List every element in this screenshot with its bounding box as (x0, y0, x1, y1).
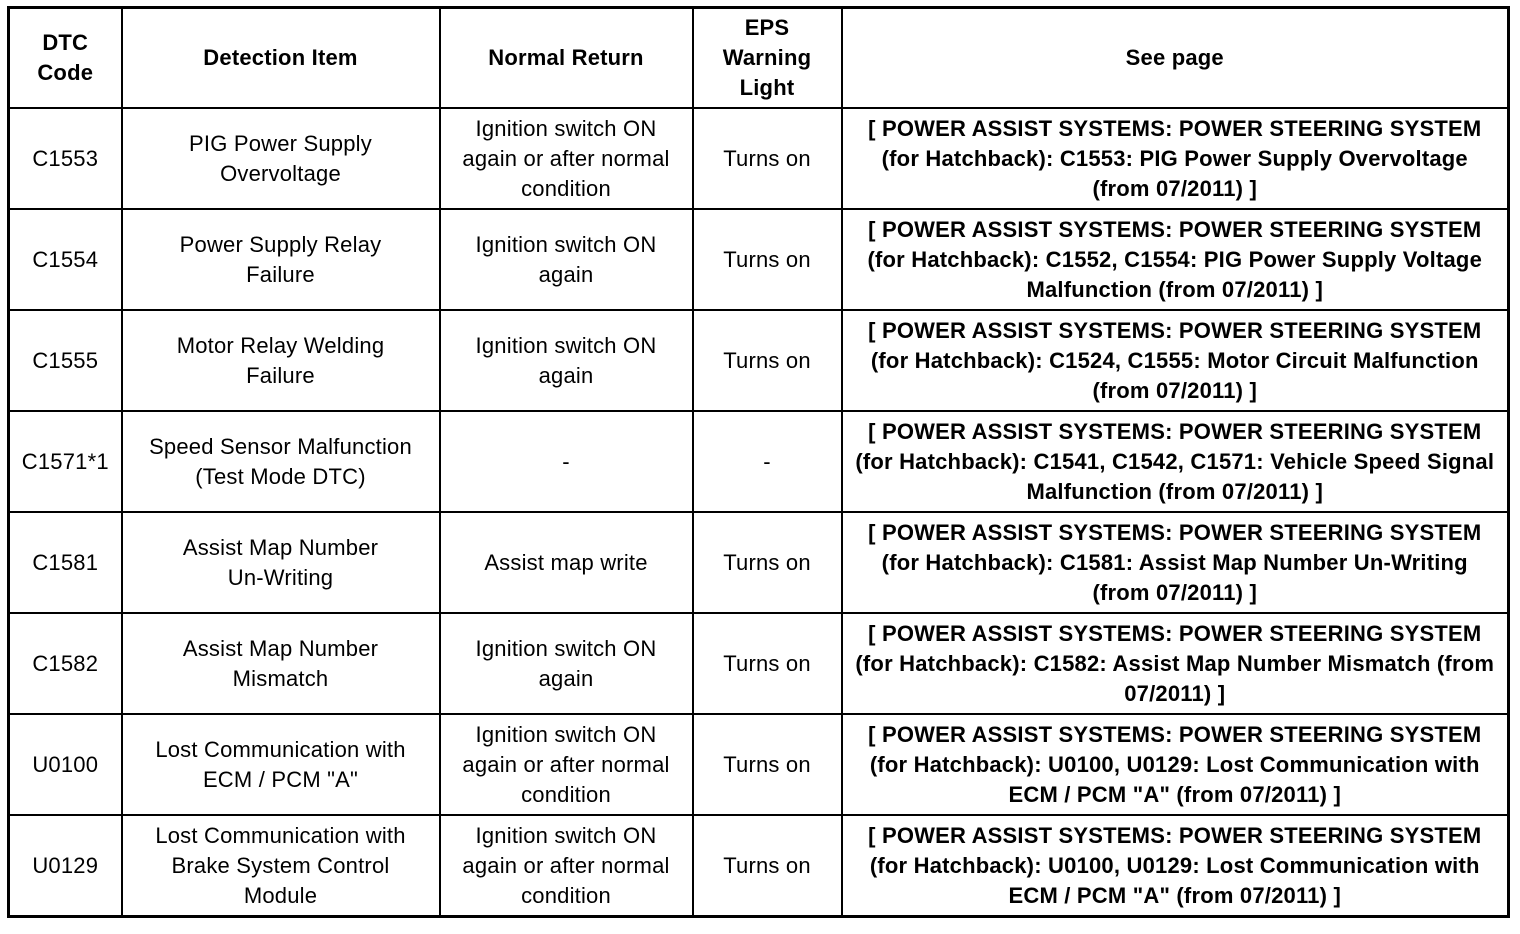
see-page-cell: [ POWER ASSIST SYSTEMS: POWER STEERING SYSTEM (for Hatchback): C1553: PIG Power Supply Overvoltage (from 07/2011) ] (842, 108, 1509, 209)
detection-item-cell: Speed Sensor Malfunction (Test Mode DTC) (122, 411, 440, 512)
warning-light-cell: Turns on (693, 512, 842, 613)
table-row (9, 815, 1509, 917)
header-see-page: See page (842, 8, 1509, 109)
dtc-code-cell: C1555 (9, 310, 122, 411)
dtc-code-cell: U0100 (9, 714, 122, 815)
detection-item-cell: Lost Communication with ECM / PCM "A" (122, 714, 440, 815)
header-dtc-code: DTC Code (9, 8, 122, 109)
warning-light-cell: Turns on (693, 108, 842, 209)
dtc-code-cell: C1554 (9, 209, 122, 310)
see-page-cell: [ POWER ASSIST SYSTEMS: POWER STEERING SYSTEM (for Hatchback): C1524, C1555: Motor Circuit Malfunction (from 07/2011) ] (842, 310, 1509, 411)
dtc-code-cell: C1582 (9, 613, 122, 714)
see-page-cell: [ POWER ASSIST SYSTEMS: POWER STEERING SYSTEM (for Hatchback): C1581: Assist Map Number Un-Writing (from 07/2011) ] (842, 512, 1509, 613)
header-row (9, 8, 1509, 109)
detection-item-cell: Power Supply Relay Failure (122, 209, 440, 310)
table-row (9, 209, 1509, 310)
detection-item-cell: Motor Relay Welding Failure (122, 310, 440, 411)
detection-item-cell: Lost Communication with Brake System Control Module (122, 815, 440, 917)
see-page-cell: [ POWER ASSIST SYSTEMS: POWER STEERING SYSTEM (for Hatchback): U0100, U0129: Lost Communication with ECM / PCM "A" (from 07/2011) ] (842, 714, 1509, 815)
header-eps-warning-light: EPS Warning Light (693, 8, 842, 109)
dtc-code-cell: C1553 (9, 108, 122, 209)
detection-item-cell: Assist Map Number Un-Writing (122, 512, 440, 613)
table-row (9, 714, 1509, 815)
normal-return-cell: Assist map write (440, 512, 693, 613)
dtc-table (7, 6, 1510, 918)
normal-return-cell: Ignition switch ON again (440, 209, 693, 310)
warning-light-cell: Turns on (693, 613, 842, 714)
warning-light-cell: Turns on (693, 310, 842, 411)
warning-light-cell: Turns on (693, 815, 842, 917)
dtc-code-cell: C1571*1 (9, 411, 122, 512)
table-row (9, 108, 1509, 209)
see-page-cell: [ POWER ASSIST SYSTEMS: POWER STEERING SYSTEM (for Hatchback): C1541, C1542, C1571: Vehicle Speed Signal Malfunction (from 07/2011) ] (842, 411, 1509, 512)
normal-return-cell: - (440, 411, 693, 512)
dtc-code-cell: C1581 (9, 512, 122, 613)
see-page-cell: [ POWER ASSIST SYSTEMS: POWER STEERING SYSTEM (for Hatchback): U0100, U0129: Lost Communication with ECM / PCM "A" (from 07/2011) ] (842, 815, 1509, 917)
table-row (9, 411, 1509, 512)
detection-item-cell: PIG Power Supply Overvoltage (122, 108, 440, 209)
table-row (9, 512, 1509, 613)
normal-return-cell: Ignition switch ON again (440, 310, 693, 411)
warning-light-cell: Turns on (693, 714, 842, 815)
normal-return-cell: Ignition switch ON again or after normal condition (440, 108, 693, 209)
warning-light-cell: - (693, 411, 842, 512)
normal-return-cell: Ignition switch ON again or after normal condition (440, 815, 693, 917)
dtc-code-cell: U0129 (9, 815, 122, 917)
see-page-cell: [ POWER ASSIST SYSTEMS: POWER STEERING SYSTEM (for Hatchback): C1552, C1554: PIG Power Supply Voltage Malfunction (from 07/2011) ] (842, 209, 1509, 310)
header-normal-return: Normal Return (440, 8, 693, 109)
table-row (9, 613, 1509, 714)
normal-return-cell: Ignition switch ON again or after normal condition (440, 714, 693, 815)
normal-return-cell: Ignition switch ON again (440, 613, 693, 714)
table-row (9, 310, 1509, 411)
header-detection-item: Detection Item (122, 8, 440, 109)
warning-light-cell: Turns on (693, 209, 842, 310)
detection-item-cell: Assist Map Number Mismatch (122, 613, 440, 714)
see-page-cell: [ POWER ASSIST SYSTEMS: POWER STEERING SYSTEM (for Hatchback): C1582: Assist Map Number Mismatch (from 07/2011) ] (842, 613, 1509, 714)
